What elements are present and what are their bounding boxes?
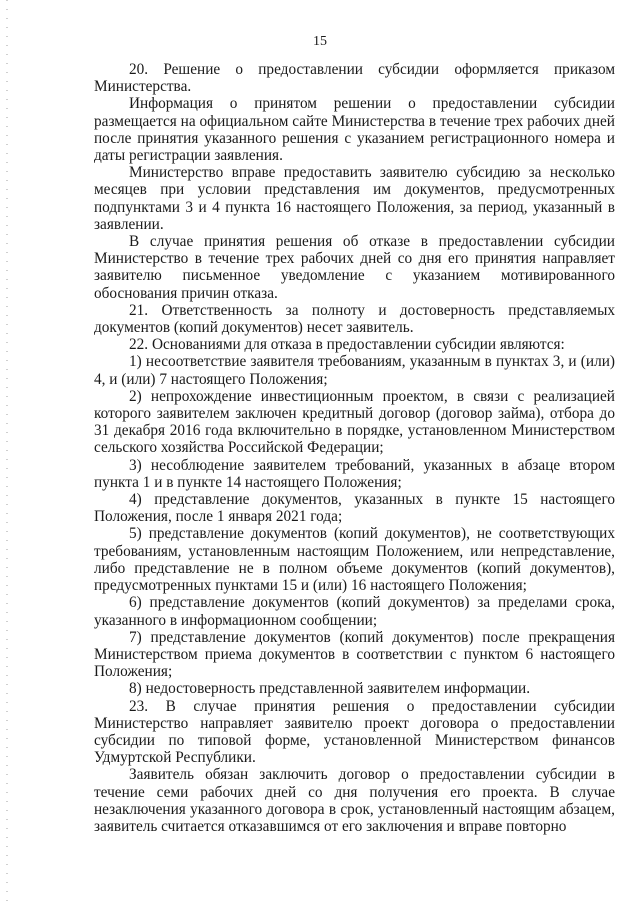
page-number: 15 xyxy=(313,34,327,49)
scan-edge-marks xyxy=(6,0,8,905)
list-item-ground-6: 6) представление документов (копий документов) за пределами срока, указанного в информационном сообщении; xyxy=(94,594,615,629)
paragraph-refusal-notice: В случае принятия решения об отказе в предоставлении субсидии Министерство в течение трех рабочих дней со дня его принятия направляет заявителю письменное уведомление с указанием мотивированного обоснования причин отказа. xyxy=(94,233,615,302)
paragraph-agreement-obligation: Заявитель обязан заключить договор о предоставлении субсидии в течение семи рабочих дней со дня получения его проекта. В случае незаключения указанного договора в срок, установленный настоящим абзацем, заявитель считается отказавшимся от его заключения и вправе повторно xyxy=(94,766,615,835)
list-item-ground-1: 1) несоответствие заявителя требованиям, указанным в пунктах 3, и (или) 4, и (или) 7 настоящего Положения; xyxy=(94,353,615,388)
paragraph-21-responsibility: 21. Ответственность за полноту и достоверность представляемых документов (копий документов) несет заявитель. xyxy=(94,301,615,337)
list-item-ground-5: 5) представление документов (копий документов), не соответствующих требованиям, установленным настоящим Положением, или непредставление, либо представление не в полном объеме документов (копий документов), предусмотренных пунктами 15 и (или) 16 настоящего Положения; xyxy=(94,525,615,595)
list-item-ground-4: 4) представление документов, указанных в пункте 15 настоящего Положения, после 1 января 2021 года; xyxy=(94,491,615,526)
list-item-ground-2: 2) непрохождение инвестиционным проектом, в связи с реализацией которого заявителем заключен кредитный договор (договор займа), отбора до 31 декабря 2016 года включительно в порядке, установленном Министерством сельского хозяйства Российской Федерации; xyxy=(94,387,615,457)
paragraph-22-refusal-grounds: 22. Основаниями для отказа в предоставлении субсидии являются: xyxy=(129,336,565,354)
paragraph-publication-info: Информация о принятом решении о предоставлении субсидии размещается на официальном сайте Министерства в течение трех рабочих дней после принятия указанного решения с указанием регистрационного номера и даты регистрации заявления. xyxy=(94,95,615,165)
paragraph-20-decision: 20. Решение о предоставлении субсидии оформляется приказом Министерства. xyxy=(94,61,615,96)
paragraph-23-agreement-draft: 23. В случае принятия решения о предоставлении субсидии Министерство направляет заявителю проект договора о предоставлении субсидии по типовой форме, установленной Министерством финансов Удмуртской Республики. xyxy=(94,697,615,767)
list-item-ground-8: 8) недостоверность представленной заявителем информации. xyxy=(129,680,531,698)
list-item-ground-7: 7) представление документов (копий документов) после прекращения Министерством приема документов в соответствии с пунктом 6 настоящего Положения; xyxy=(94,628,615,681)
list-item-ground-3: 3) несоблюдение заявителем требований, указанных в абзаце втором пункта 1 и в пункте 14 настоящего Положения; xyxy=(94,456,615,491)
document-body xyxy=(94,61,615,835)
paragraph-multi-month-subsidy: Министерство вправе предоставить заявителю субсидию за несколько месяцев при условии представления им документов, предусмотренных подпунктами 3 и 4 пункта 16 настоящего Положения, за период, указанный в заявлении. xyxy=(94,164,615,233)
